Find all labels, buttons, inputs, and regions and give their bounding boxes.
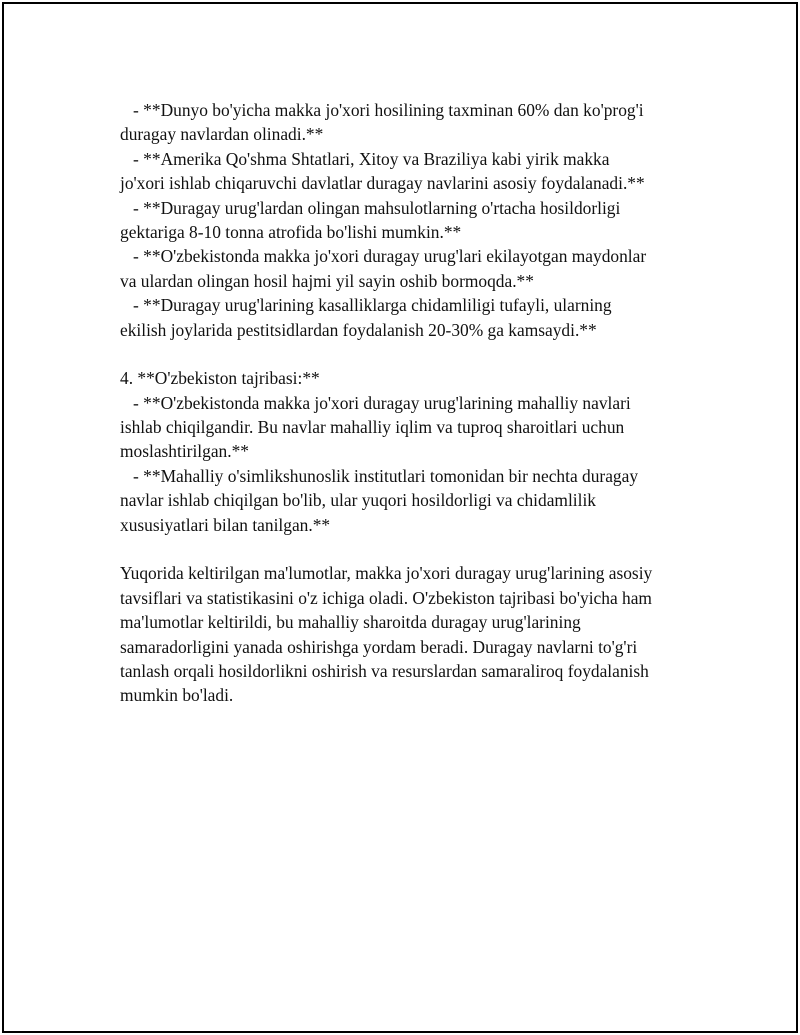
text-line: mumkin bo'ladi. bbox=[120, 685, 234, 706]
text-line: moslashtirilgan.** bbox=[120, 441, 249, 462]
text-line: tanlash orqali hosildorlikni oshirish va resurslardan samaraliroq foydalanish bbox=[120, 660, 649, 681]
conclusion-paragraph bbox=[120, 561, 700, 707]
text-line: ekilish joylarida pestitsidlardan foydalanish 20-30% ga kamsaydi.** bbox=[120, 319, 597, 340]
list-item bbox=[120, 244, 700, 293]
list-item bbox=[120, 293, 700, 342]
text-line: - **O'zbekistonda makka jo'xori duragay urug'lari ekilayotgan maydonlar bbox=[120, 246, 647, 267]
text-line: jo'xori ishlab chiqaruvchi davlatlar duragay navlarini asosiy foydalanadi.** bbox=[120, 173, 645, 194]
text-line: - **Duragay urug'lardan olingan mahsulotlarning o'rtacha hosildorligi bbox=[120, 197, 621, 218]
text-line: xususiyatlari bilan tanilgan.** bbox=[120, 514, 331, 535]
text-line: va ulardan olingan hosil hajmi yil sayin oshib bormoqda.** bbox=[120, 270, 534, 291]
paragraph-spacer bbox=[120, 342, 700, 366]
list-item bbox=[120, 391, 700, 464]
text-line: samaradorligini yanada oshirishga yordam beradi. Duragay navlarni to'g'ri bbox=[120, 636, 638, 657]
text-line: - **Mahalliy o'simlikshunoslik institutlari tomonidan bir nechta duragay bbox=[120, 465, 639, 486]
list-item bbox=[120, 464, 700, 537]
section3-bullet-list bbox=[120, 98, 700, 342]
document-body bbox=[120, 98, 700, 708]
text-line: - **Amerika Qo'shma Shtatlari, Xitoy va Braziliya kabi yirik makka bbox=[120, 148, 610, 169]
document-page bbox=[2, 2, 798, 1033]
section4-bullet-list bbox=[120, 391, 700, 537]
text-line: ishlab chiqilgandir. Bu navlar mahalliy iqlim va tuproq sharoitlari uchun bbox=[120, 417, 625, 438]
text-line: duragay navlardan olinadi.** bbox=[120, 124, 324, 145]
text-line: - **Duragay urug'larining kasalliklarga chidamliligi tufayli, ularning bbox=[120, 295, 612, 316]
paragraph-spacer bbox=[120, 537, 700, 561]
text-line: - **Dunyo bo'yicha makka jo'xori hosilining taxminan 60% dan ko'prog'i bbox=[120, 100, 644, 120]
list-item bbox=[120, 196, 700, 245]
text-line: ma'lumotlar keltirildi, bu mahalliy sharoitda duragay urug'larining bbox=[120, 612, 581, 633]
list-item bbox=[120, 98, 700, 147]
text-line: - **O'zbekistonda makka jo'xori duragay urug'larining mahalliy navlari bbox=[120, 392, 631, 413]
text-line: Yuqorida keltirilgan ma'lumotlar, makka jo'xori duragay urug'larining asosiy bbox=[120, 563, 653, 584]
section-heading: 4. **O'zbekiston tajribasi:** bbox=[120, 368, 320, 389]
text-line: tavsiflari va statistikasini o'z ichiga oladi. O'zbekiston tajribasi bo'yicha ham bbox=[120, 587, 652, 608]
list-item bbox=[120, 147, 700, 196]
text-line: navlar ishlab chiqilgan bo'lib, ular yuqori hosildorligi va chidamlilik bbox=[120, 490, 596, 511]
text-line: gektariga 8-10 tonna atrofida bo'lishi mumkin.** bbox=[120, 221, 462, 242]
